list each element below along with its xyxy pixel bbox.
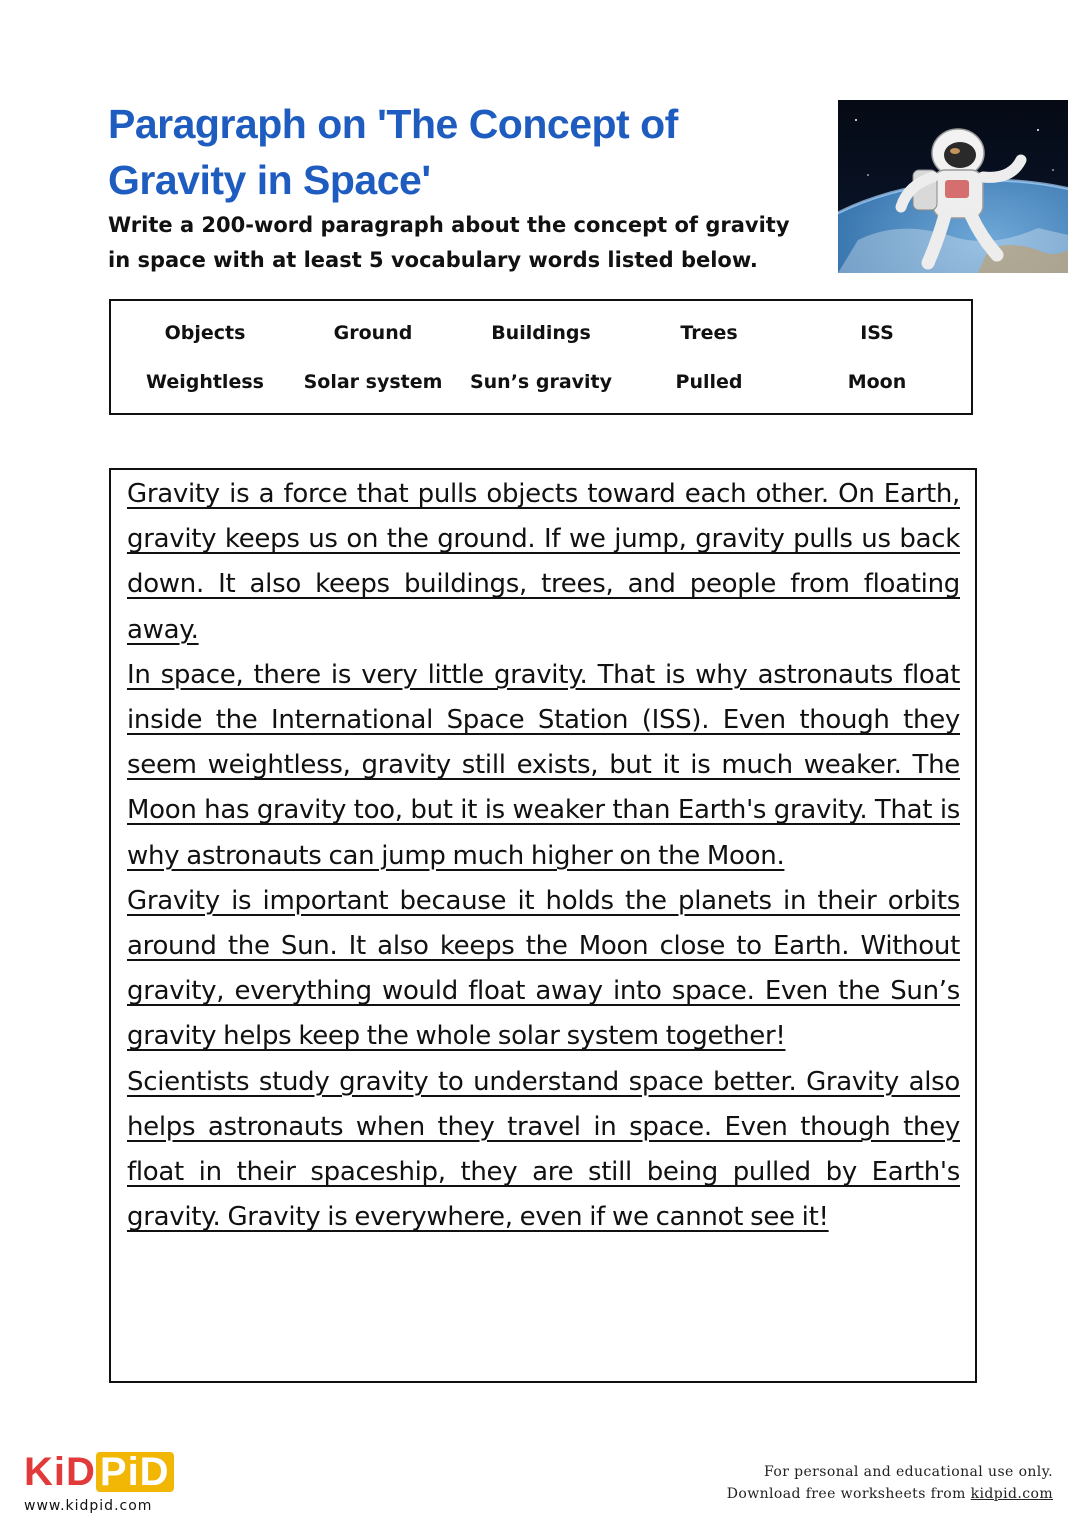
paragraph: Gravity is important because it holds the planets in their orbits around the Sun. It also keeps the Moon close to Earth. Without gravity, everything would float away into space. Even the Sun’s gravity helps keep the whole solar system together! [127,885,960,1052]
logo-pid-text: PiD [96,1452,174,1492]
logo-wordmark [24,1450,174,1494]
kidpid-link[interactable]: kidpid.com [970,1486,1053,1502]
footer-note [727,1461,1053,1505]
vocab-word: Pulled [675,371,743,393]
instructions-text: Write a 200-word paragraph about the concept of gravity in space with at least 5 vocabulary words listed below. [108,213,790,272]
paragraph-box [109,468,977,1383]
astronaut-photo [838,100,1068,273]
vocab-word: Ground [333,322,413,344]
vocab-word: Sun’s gravity [469,371,613,393]
vocab-word: Moon [847,371,907,393]
vocab-word: Solar system [303,371,443,393]
vocab-word: Objects [164,322,246,344]
vocab-word: Buildings [491,322,591,344]
vocab-word: ISS [860,322,894,344]
footer-line-download [727,1483,1053,1505]
footer-download-text: Download free worksheets from [726,1486,971,1502]
vocab-word: Weightless [146,371,264,393]
logo-kid-text: KiD [24,1450,96,1494]
vocab-word: Trees [680,322,738,344]
paragraph: In space, there is very little gravity. That is why astronauts float inside the International Space Station (ISS). Even though they seem weightless, gravity still exists, but it is much weaker. The Moon has gravity too, but it is weaker than Earth's gravity. That is why astronauts can jump much higher on the Moon. [127,659,960,871]
astronaut-in-space-icon [838,100,1068,273]
paragraph: Scientists study gravity to understand space better. Gravity also helps astronauts when they travel in space. Even though they float in their spaceship, they are still being pulled by Earth's gravity. Gravity is everywhere, even if we cannot see it! [127,1066,960,1233]
vocabulary-box [109,299,973,415]
worksheet-title: Paragraph on 'The Concept of Gravity in Space' [108,101,678,203]
logo-url: www.kidpid.com [24,1498,153,1514]
paragraph: Gravity is a force that pulls objects toward each other. On Earth, gravity keeps us on the ground. If we jump, gravity pulls us back down. It also keeps buildings, trees, and people from floating away. [127,479,960,645]
footer-line-usage: For personal and educational use only. [764,1464,1053,1480]
kidpid-logo [24,1450,174,1522]
